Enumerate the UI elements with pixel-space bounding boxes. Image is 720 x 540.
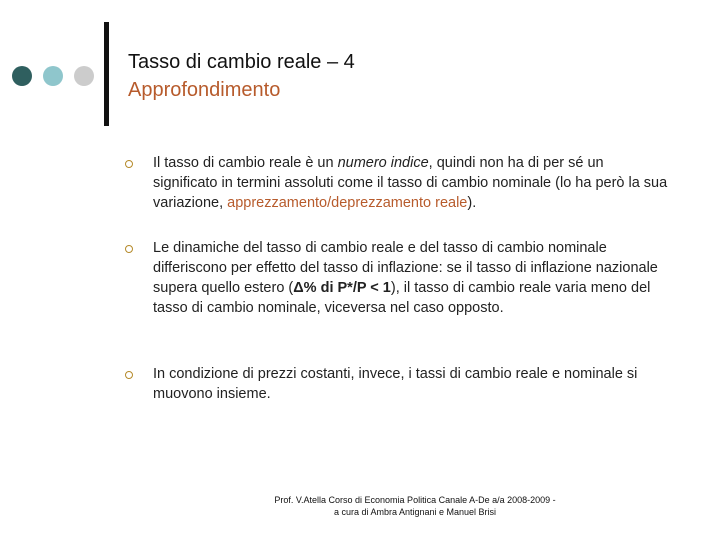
title-divider-bar [104,22,109,126]
gray-dot [74,66,94,86]
bullet-item-2 [153,238,668,318]
bullet-1-text-c: ). [467,195,477,211]
bullet-3-text: In condizione di prezzi costanti, invece, i tassi di cambio reale e nominale si muovono insieme. [153,366,638,402]
bullet-1-accent: apprezzamento/deprezzamento reale [227,195,468,211]
bullet-1-italic: numero indice [337,155,429,171]
bullet-item-1 [153,153,668,213]
bullet-2-text-b: ), il tasso di cambio reale varia meno del tasso di cambio nominale, viceversa nel caso opposto. [153,280,651,316]
slide-footer [0,494,720,518]
bullet-2-bold: Δ% di P*/P < 1 [293,280,391,296]
bullet-ring-icon [125,245,133,253]
slide-subtitle: Approfondimento [128,79,281,101]
decorative-dots [12,66,94,86]
footer-line-1: Prof. V.Atella Corso di Economia Politica Canale A-De a/a 2008-2009 - [274,495,556,505]
bullet-2-text-a: Le dinamiche del tasso di cambio reale e del tasso di cambio nominale differiscono per effetto del tasso di inflazione: se il tasso di inflazione nazionale supera quello estero ( [153,240,658,296]
footer-line-2: a cura di Ambra Antignani e Manuel Brisi [333,507,497,517]
bullet-item-3 [153,364,668,404]
bullet-1-text-a: Il tasso di cambio reale è un [153,155,338,171]
bullet-ring-icon [125,160,133,168]
bullet-ring-icon [125,371,133,379]
light-teal-dot [43,66,63,86]
bullet-1-text-b: , quindi non ha di per sé un significato in termini assoluti come il tasso di cambio nominale (lo ha però la sua variazione, [153,155,668,211]
dark-teal-dot [12,66,32,86]
slide-title: Tasso di cambio reale – 4 [128,51,355,73]
